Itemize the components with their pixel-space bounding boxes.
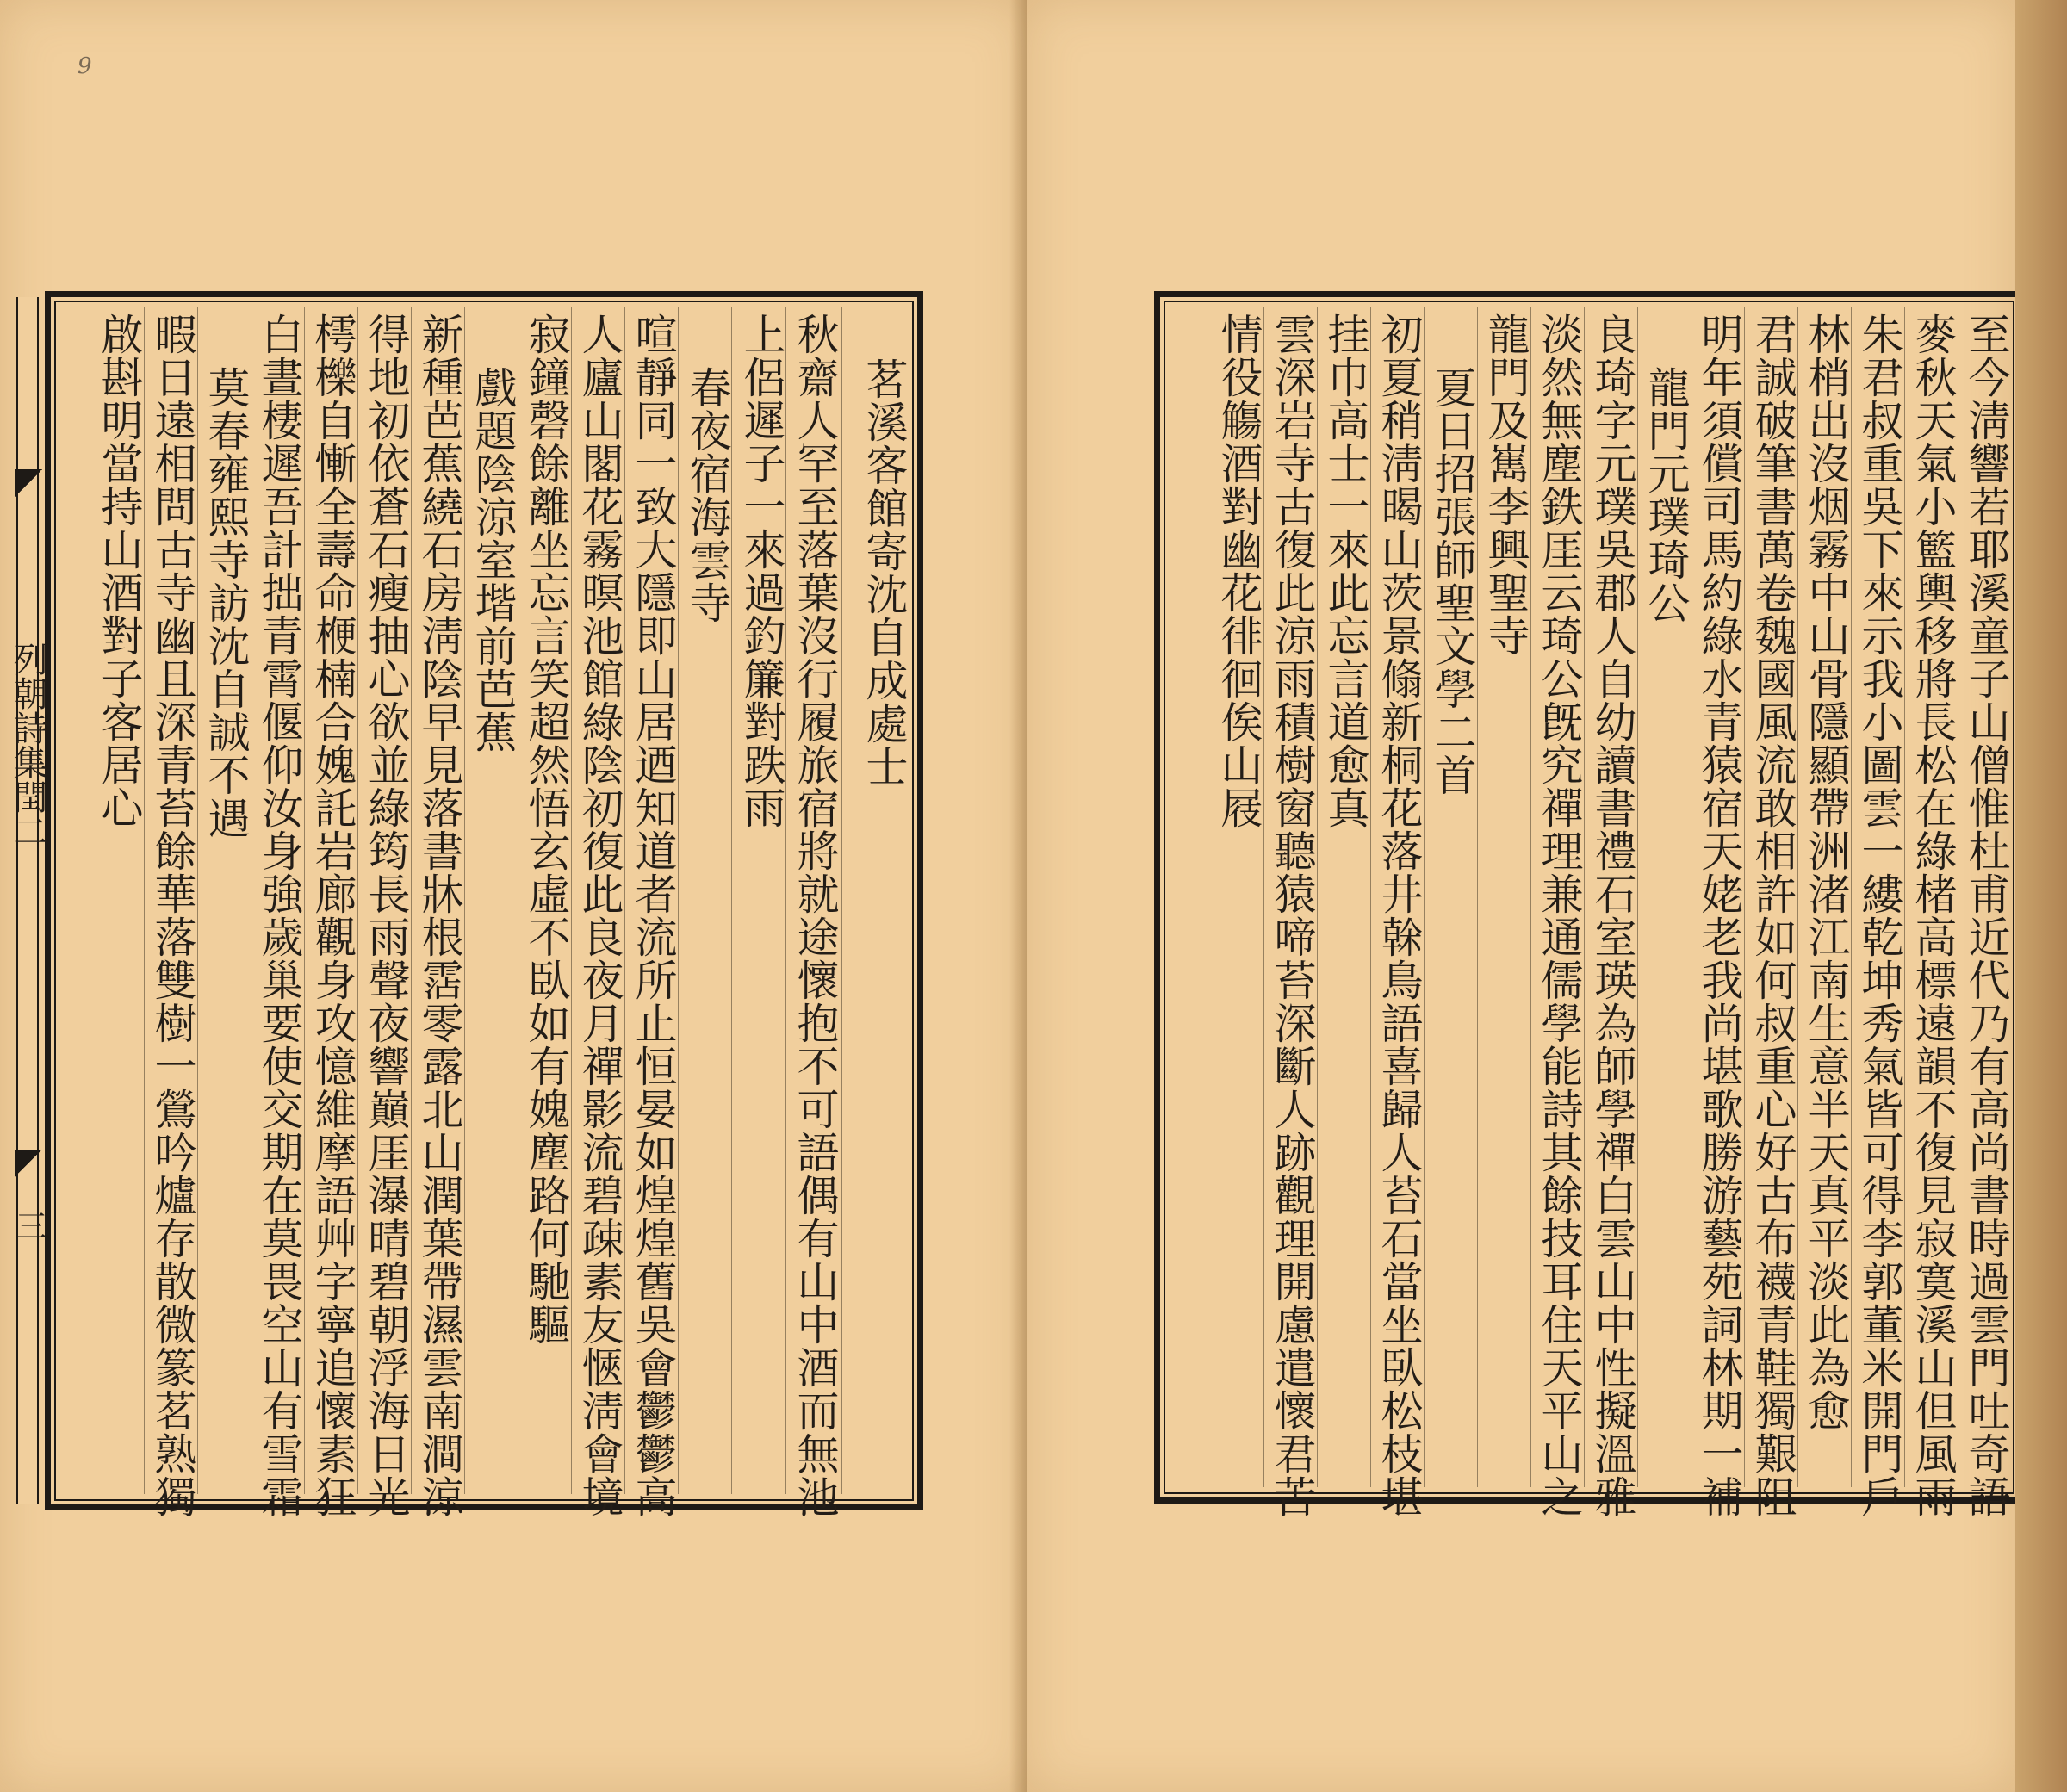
- column-rule: [1477, 307, 1478, 1487]
- right-text-frame: [1154, 291, 2024, 1518]
- text-column: 茗溪客館寄沈自成處士: [860, 357, 909, 788]
- column-rule: [841, 307, 842, 1494]
- text-column: 喧靜同一致大隱即山居迺知道者流所止恒晏如煌煌舊吳會鬱鬱高: [629, 313, 678, 1518]
- text-column: 暇日遠相問古寺幽且深青苔餘華落雙樹一鶯吟爐存散微篆茗熟獨: [148, 313, 197, 1518]
- text-column: 莫春雍熙寺訪沈自誠不遇: [202, 366, 251, 840]
- column-rule: [1904, 307, 1905, 1487]
- column-rule: [1797, 307, 1798, 1487]
- column-rule: [1851, 307, 1852, 1487]
- column-rule: [197, 307, 198, 1494]
- column-rule: [1530, 307, 1531, 1487]
- text-column: 林梢出沒烟霧中山骨隱顯帶洲渚江南生意半天真平淡此為愈: [1802, 313, 1851, 1432]
- text-column: 樗櫟自慚全壽命楩楠合媿託岩廊觀身攻憶維摩語艸字寧追懷素狂: [308, 313, 357, 1518]
- text-column: 得地初依蒼石瘦抽心欲並綠筠長雨聲夜響巔厓瀑晴碧朝浮海日光: [362, 313, 411, 1518]
- left-text-frame: [8, 291, 923, 1518]
- column-rule: [571, 307, 572, 1494]
- fish-tail-mark-upper: [15, 469, 42, 497]
- column-rule: [624, 307, 625, 1494]
- column-rule: [1263, 307, 1264, 1487]
- right-page: [1027, 0, 2015, 1792]
- column-rule: [1424, 307, 1425, 1487]
- text-column: 春夜宿海雲寺: [683, 366, 732, 624]
- text-column: 麥秋天氣小籃輿移將長松在綠楮高標遠韻不復見寂寞溪山但風雨: [1909, 313, 1958, 1518]
- text-column: 挂巾高士一來此忘言道愈真: [1321, 313, 1370, 829]
- text-column: 初夏稍淸暍山茨景翛新桐花落井榦鳥語喜歸人苔石當坐臥松枝堪: [1375, 313, 1424, 1518]
- column-rule: [1744, 307, 1745, 1487]
- text-column: 良琦字元璞吳郡人自幼讀書禮石室瑛為師學禪白雲山中性擬溫雅: [1588, 313, 1637, 1518]
- fish-tail-mark-lower: [15, 1150, 42, 1177]
- text-column: 寂鐘磬餘離坐忘言笑超然悟玄虛不臥如有媿塵路何馳驅: [522, 313, 571, 1346]
- text-column: 至今淸響若耶溪童子山僧惟杜甫近代乃有高尚書時過雲門吐奇語: [1962, 313, 2011, 1518]
- text-column: 淡然無塵鉄厓云琦公旣究禪理兼通儒學能詩其餘技耳住天平山之: [1535, 313, 1584, 1518]
- text-column: 人廬山閣花霧暝池館綠陰初復此良夜月禪影流碧疎素友愜淸會境: [575, 313, 624, 1518]
- left-page: [0, 0, 1027, 1792]
- column-rule: [1584, 307, 1585, 1487]
- column-rule: [1637, 307, 1638, 1487]
- text-column: 情役觴酒對幽花徘徊俟山屐: [1214, 313, 1263, 829]
- column-rule: [411, 307, 412, 1494]
- column-rule: [1370, 307, 1371, 1487]
- text-column: 龍門及嶲李興聖寺: [1481, 313, 1530, 657]
- page-marker: 9: [78, 53, 92, 79]
- column-rule: [304, 307, 305, 1494]
- column-rule: [357, 307, 358, 1494]
- text-column: 秋齋人罕至落葉沒行履旅宿將就途懷抱不可語偶有山中酒而無池: [791, 313, 840, 1518]
- text-column: 新種芭蕉繞石房淸陰早見落書牀根霑零露北山潤葉帶濕雲南澗涼: [415, 313, 464, 1518]
- column-rule: [1317, 307, 1318, 1487]
- text-column: 龍門元璞琦公: [1642, 366, 1691, 624]
- column-rule: [464, 307, 465, 1494]
- banxin-left: [8, 297, 47, 1504]
- text-column: 朱君叔重吳下來示我小圖雲一縷乾坤秀氣皆可得李郭董米開門戶: [1855, 313, 1904, 1518]
- text-column: 君誠破筆書萬卷魏國風流敢相許如何叔重心好古布襪青鞋獨艱阻: [1748, 313, 1797, 1518]
- text-column: 夏日招張師聖文學二首: [1428, 366, 1477, 797]
- text-column: 明年須償司馬約綠水青猿宿天姥老我尚堪歌勝游藝苑詞林期一補: [1695, 313, 1744, 1518]
- text-column: 戲題陰涼室堦前芭蕉: [469, 366, 518, 753]
- text-column: 白晝棲遲吾計拙青霄偃仰汝身強歲巢要使交期在莫畏空山有雪霜: [255, 313, 304, 1518]
- column-rule: [678, 307, 679, 1494]
- column-rule: [144, 307, 145, 1494]
- page-edge-strip: [2015, 0, 2067, 1792]
- center-label: 列朝詩集閏二: [8, 642, 47, 848]
- text-column: 雲深岩寺古復此涼雨積樹窗聽猿啼苔深斷人跡觀理開慮遣懷君苦: [1268, 313, 1317, 1518]
- text-column: 啟斟明當持山酒對子客居心: [95, 313, 144, 829]
- folio-number: 三: [11, 1210, 47, 1241]
- text-column: 上侶遲子一來過釣簾對跌雨: [737, 313, 786, 829]
